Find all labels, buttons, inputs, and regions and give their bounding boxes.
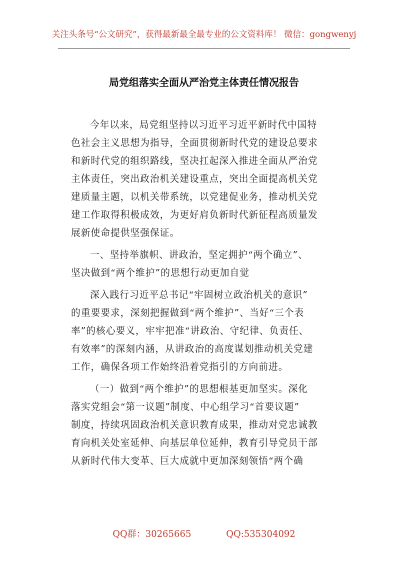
paragraph-subsection-1	[71, 381, 341, 471]
footer-qq: QQ:535304092	[226, 530, 296, 540]
document-body	[71, 117, 341, 475]
text-line: 建质量主题，以机关带系统，以党建促业务，推动机关党	[71, 192, 318, 203]
text-line: 制度，持续巩固政治机关意识教育成果，推动对党忠诚教	[71, 420, 318, 431]
text-line: （一）做到“两个维护”的思想根基更加坚实。深化	[90, 384, 308, 395]
text-line: 一、坚持举旗帜、讲政治，坚定拥护“两个确立”、	[90, 250, 308, 261]
text-line: 育向机关处室延伸、向基层单位延伸，教育引导党员干部	[71, 438, 318, 449]
text-line: 深入践行习近平总书记“牢固树立政治机关的意识”	[90, 290, 308, 301]
section-heading-1	[71, 247, 341, 283]
text-line: 的重要要求，深刻把握做到“两个维护”、当好“三个表	[71, 308, 305, 319]
text-line: 和新时代党的组织路线，坚决扛起深入推进全面从严治党	[71, 156, 318, 167]
text-line: 今年以来，局党组坚持以习近平习近平新时代中国特	[90, 120, 318, 131]
footer-qq-group: QQ群：30265665	[112, 530, 192, 540]
text-line: 展新使命提供坚强保证。	[71, 228, 180, 239]
text-line: 建工作取得积极成效，为更好肩负新时代新征程高质量发	[71, 210, 318, 221]
text-line: 主体责任，突出政治机关建设重点，突出全面提高机关党	[71, 174, 318, 185]
document-title: 局党组落实全面从严治党主体责任情况报告	[109, 78, 299, 89]
text-line: 色社会主义思想为指导，全面贯彻新时代党的建设总要求	[71, 138, 318, 149]
text-line: 落实党组会“第一议题”制度、中心组学习“首要议题”	[71, 402, 300, 413]
footer-contacts	[0, 527, 408, 540]
header-notice: 关注头条号“公文研究”，获得最新最全最专业的公文资料库！ 微信：gongwenyj	[51, 30, 357, 40]
header-divider	[58, 48, 350, 49]
paragraph-section-1	[71, 287, 341, 377]
text-line: 坚决做到“两个维护”的思想行动更加自觉	[71, 268, 250, 279]
text-line: 有效率”的深刻内涵，从讲政治的高度谋划推动机关党建	[71, 344, 314, 355]
text-line: 从新时代伟大变革、巨大成就中更加深刻领悟“两个确	[71, 456, 304, 467]
paragraph-intro	[71, 117, 341, 243]
text-line: 工作，确保各项工作始终沿着党指引的方向前进。	[71, 362, 289, 373]
text-line: 率”的核心要义，牢牢把准“讲政治、守纪律、负责任、	[71, 326, 309, 337]
